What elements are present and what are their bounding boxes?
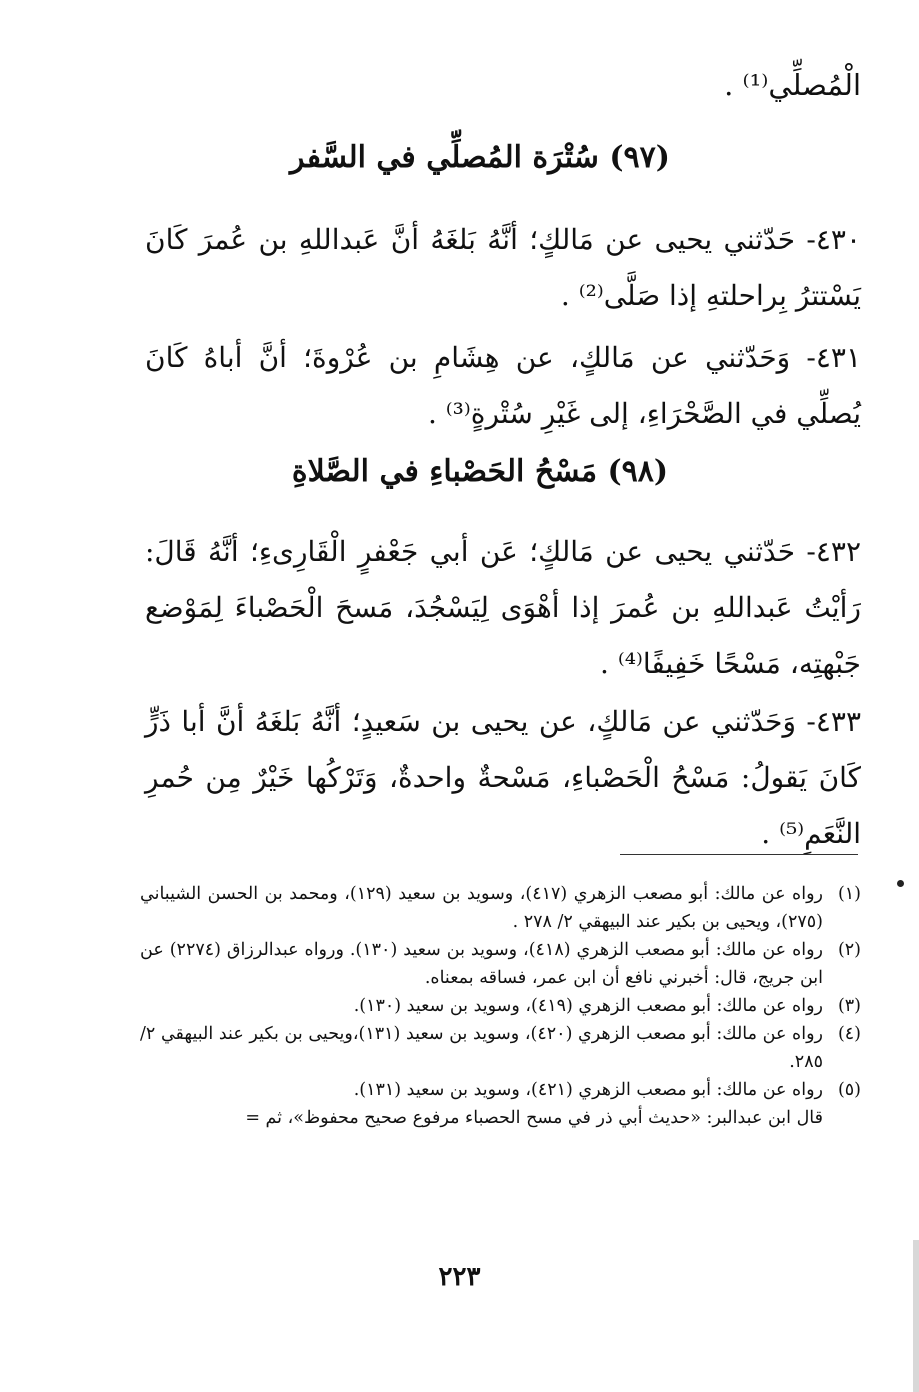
footnote-number: (٤) [837,1024,861,1044]
footnote-number: (١) [837,884,861,904]
carryover-text: الْمُصلِّي⁽¹⁾ . [724,68,861,102]
footnote-text: رواه عن مالك: أبو مصعب الزهري (٤١٨)، وسويد بن سعيد (١٣٠). ورواه عبدالرزاق (٢٢٧٤) عن ابن جريج، قال: أخبرني نافع أن ابن عمر، فساقه بمعناه. [140,940,824,988]
footnote-text: رواه عن مالك: أبو مصعب الزهري (٤١٩)، وسويد بن سعيد (١٣٠). [353,996,823,1016]
hadith-432: ٤٣٢- حَدّثني يحيى عن مَالكٍ؛ عَن أبي جَعْفرٍ الْقَارِىءِ؛ أنَّهُ قَالَ: رَأيْتُ عَبداللهِ بن عُمرَ إذا أهْوَى لِيَسْجُدَ، مَسحَ الْحَصْباءَ لِمَوْضع جَبْهتِه، مَسْحًا خَفِيفًا⁽⁴⁾ . [145,535,861,680]
footnote-3 [140,992,861,1020]
section-heading-98: (٩٨) مَسْحُ الحَصْباءِ في الصَّلاةِ [291,454,669,489]
footnote-1 [140,880,861,936]
footnote-4 [140,1020,861,1076]
hadith-431: ٤٣١- وَحَدّثني عن مَالكٍ، عن هِشَامِ بن عُرْوةَ؛ أنَّ أباهُ كَانَ يُصلِّي في الصَّحْرَاءِ، إلى غَيْرِ سُتْرةٍ⁽³⁾ . [145,341,861,430]
footnote-number: (٥) [837,1080,861,1100]
footnote-number: (٢) [837,940,861,960]
footnote-2 [140,936,861,992]
footnote-text: رواه عن مالك: أبو مصعب الزهري (٤١٧)، وسويد بن سعيد (١٢٩)، ومحمد بن الحسن الشيباني (٢٧٥)، ويحيى بن بكير عند البيهقي ٢/ ٢٧٨ . [140,884,823,932]
footnote-5 [140,1076,861,1104]
section-heading-97: (٩٧) سُتْرَة المُصلِّي في السَّفر [290,140,670,175]
footnote-text: رواه عن مالك: أبو مصعب الزهري (٤٢١)، وسويد بن سعيد (١٣١). [353,1080,823,1100]
margin-dot [897,880,904,887]
footnote-divider [620,854,858,855]
hadith-430: ٤٣٠- حَدّثني يحيى عن مَالكٍ؛ أنَّهُ بَلغَهُ أنَّ عَبداللهِ بن عُمرَ كَانَ يَسْتترُ بِراحلتهِ إذا صَلَّى⁽²⁾ . [145,223,861,312]
footnote-number: (٣) [837,996,861,1016]
scan-edge-shadow [913,1240,919,1392]
footnote-continuation: قال ابن عبدالبر: «حديث أبي ذر في مسح الحصباء مرفوع صحيح محفوظ»، ثم = [245,1108,823,1128]
footnote-text: رواه عن مالك: أبو مصعب الزهري (٤٢٠)، وسويد بن سعيد (١٣١)،ويحيى بن بكير عند البيهقي ٢/ ٢٨٥. [140,1024,823,1072]
hadith-433: ٤٣٣- وَحَدّثني عن مَالكٍ، عن يحيى بن سَعيدٍ؛ أنَّهُ بَلغَهُ أنَّ أبا ذَرٍّ كَانَ يَقولُ: مَسْحُ الْحَصْباءِ، مَسْحةٌ واحدةٌ، وَتَرْكُها خَيْرٌ مِن حُمرِ النَّعَمِ⁽⁵⁾ . [145,705,861,850]
footnotes [140,880,861,1132]
page-number: ٢٢٣ [438,1262,481,1292]
